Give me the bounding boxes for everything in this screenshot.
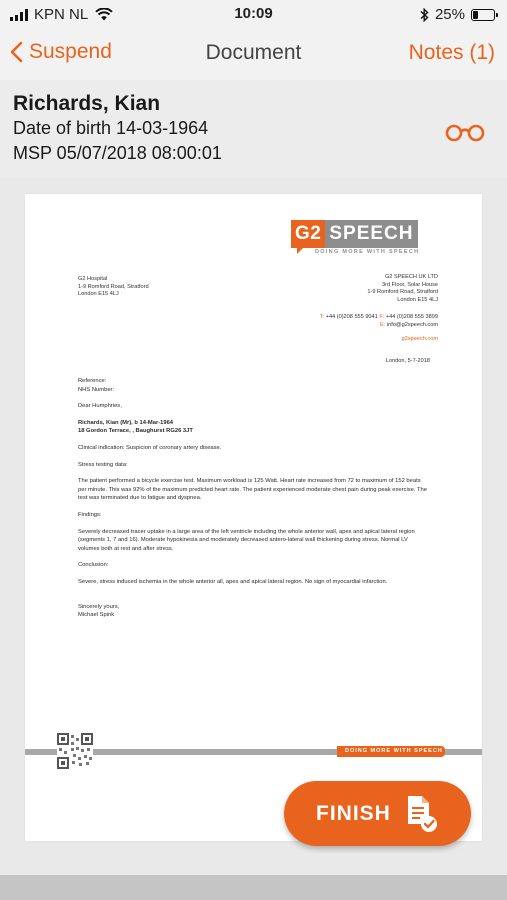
bottom-bar	[0, 875, 507, 900]
battery-percent: 25%	[434, 6, 465, 23]
patient-name: Richards, Kian	[13, 92, 161, 115]
letter-page	[25, 194, 482, 841]
suspend-label: Suspend	[29, 40, 112, 63]
phone-number: +44 (0)208 555 9041	[325, 314, 378, 320]
patient-dob: Date of birth 14-03-1964	[13, 118, 209, 138]
status-right	[420, 6, 495, 23]
finish-button[interactable]	[284, 781, 471, 846]
logo-tail	[297, 248, 303, 254]
conclusion-heading: Conclusion:	[78, 562, 109, 569]
phone-fax-line	[320, 314, 438, 322]
findings-heading: Findings:	[78, 511, 102, 518]
sender-line: G2 Hospital	[78, 276, 108, 282]
nav-bar	[0, 28, 507, 80]
footer-tagline: DOING MORE WITH SPEECH	[337, 746, 445, 757]
patient-address-line: 18 Gordon Terrace, , Baughurst RG26 3JT	[78, 428, 193, 435]
company-contact	[320, 314, 438, 329]
website: g2speech.com	[401, 336, 438, 342]
notes-button[interactable]: Notes (1)	[408, 41, 495, 64]
document-check-icon	[405, 794, 439, 834]
carrier-label: KPN NL	[34, 6, 89, 23]
logo-g2: G2	[291, 220, 325, 248]
company-line: 3rd Floor, Solar House	[382, 281, 438, 288]
clock: 10:09	[234, 5, 273, 22]
logo-speech: SPEECH	[325, 220, 417, 248]
fax-number: +44 (0)208 555 3899	[385, 314, 438, 320]
email-line	[320, 322, 438, 330]
sender-line: London E15 4LJ	[78, 291, 119, 298]
salutation: Dear Humphries,	[78, 403, 122, 410]
status-bar	[0, 0, 507, 28]
closing: Sincerely yours,	[78, 603, 120, 610]
battery-icon	[471, 9, 495, 21]
clinical-indication: Clinical indication: Suspicion of coronary artery disease.	[78, 444, 222, 451]
company-line: G2 SPEECH UK LTD	[384, 274, 438, 280]
signature: Michael Spink	[78, 612, 115, 619]
phone-label: T:	[319, 314, 325, 320]
sender-line: 1-9 Romford Road, Stratford	[78, 283, 149, 290]
email-label: E:	[380, 321, 386, 328]
suspend-button[interactable]	[10, 40, 112, 64]
nhs-line: NHS Number:	[78, 386, 115, 393]
letter-body	[78, 377, 430, 620]
patient-msp: MSP 05/07/2018 08:00:01	[13, 143, 222, 163]
fax-label: F:	[379, 314, 385, 320]
sender-address	[78, 276, 149, 299]
chevron-left-icon	[10, 41, 23, 63]
bluetooth-icon	[420, 8, 429, 22]
stress-heading: Stress testing data:	[78, 461, 128, 468]
logo-tagline: DOING MORE WITH SPEECH	[315, 249, 420, 255]
conclusion-text: Severe, stress induced ischemia in the whole anterior all, apex and apical lateral region. No sign of myocardial infarction.	[78, 578, 388, 585]
email-address: info@g2speech.com	[386, 321, 438, 328]
letter-date: London, 5-7-2018	[385, 358, 430, 364]
finish-label: FINISH	[316, 801, 391, 825]
page-title: Document	[205, 41, 302, 64]
document-viewer[interactable]	[0, 178, 507, 875]
glasses-icon[interactable]	[445, 122, 485, 142]
stress-text: The patient performed a bicycle exercise test. Maximum workload is 125 Watt. Heart rate increased from 72 to maximum of 152 beats per minute. This was 92% of the maximum predicted heart rate. The patient experienced moderate chest pain during peak exercise. The test was terminated due to fatigue and dyspnea.	[78, 478, 427, 502]
company-address	[367, 274, 438, 304]
company-line: 1-9 Romford Road, Stratford	[367, 289, 438, 296]
patient-line: Richards, Kian (Mr), b 14-Mar-1964	[78, 419, 174, 426]
company-line: London E15 4LJ	[397, 296, 438, 303]
findings-text: Severely decreased tracer uptake in a large area of the left ventricle including the whole anterior wall, apex and apical lateral region (segments 1, 7 and 16). Moderate hypokinesia and moderately decreased antero-lateral wall thickening during stress. Normal LV volumes both at rest and after stress.	[78, 528, 415, 552]
reference-line: Reference:	[78, 378, 107, 384]
qr-code-icon	[57, 733, 93, 769]
patient-header	[0, 80, 507, 178]
g2speech-logo	[291, 220, 419, 255]
